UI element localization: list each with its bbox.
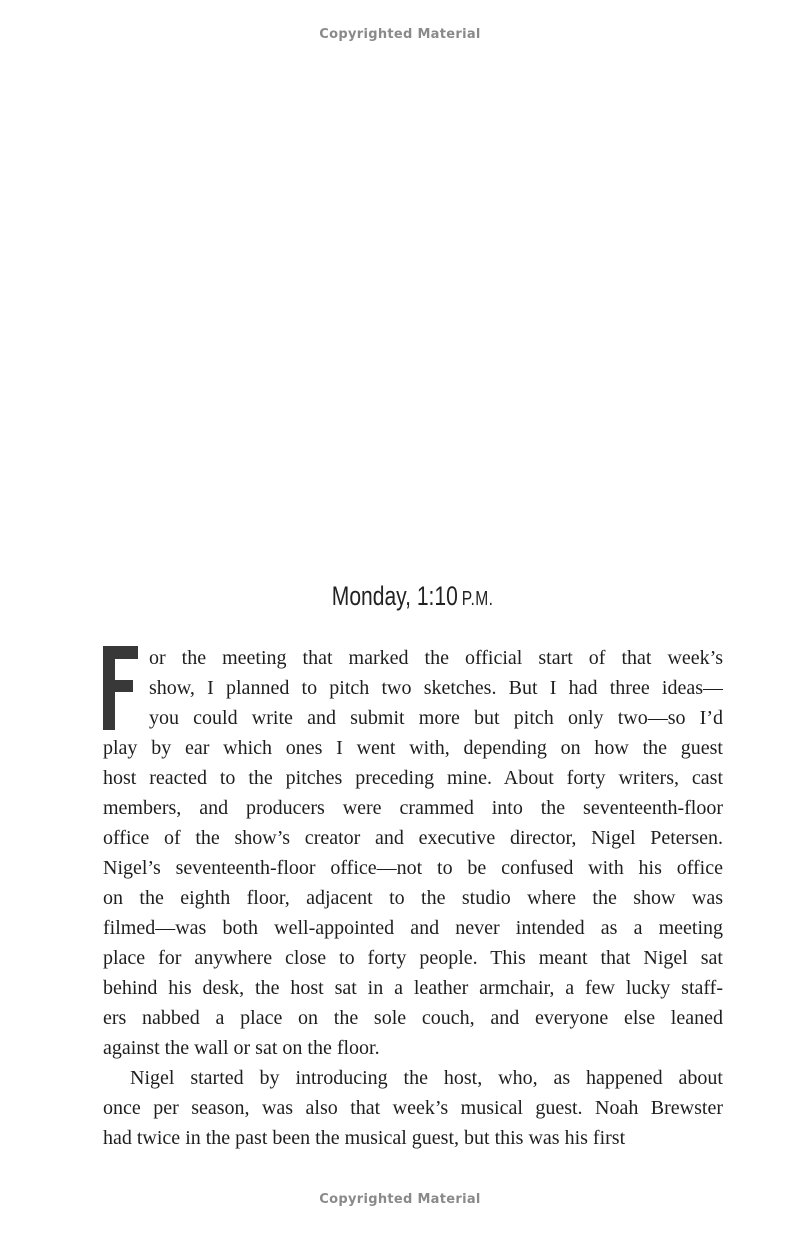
chapter-heading-time: Monday, 1:10	[332, 581, 459, 611]
copyright-notice-bottom: Copyrighted Material	[319, 1192, 481, 1207]
text-line: ers nabbed a place on the sole couch, and everyone else leaned	[103, 1007, 723, 1029]
text-line: had twice in the past been the musical guest, but this was his first	[103, 1127, 626, 1149]
text-line: play by ear which ones I went with, depending on how the guest	[103, 737, 723, 759]
text-line: you could write and submit more but pitch only two—so I’d	[149, 707, 723, 729]
text-line: members, and producers were crammed into the seventeenth-floor	[103, 797, 723, 819]
text-line: Nigel started by introducing the host, who, as happened about	[130, 1067, 723, 1089]
chapter-heading-meridiem: P.M.	[462, 588, 494, 610]
chapter-heading	[332, 581, 494, 612]
text-line: Nigel’s seventeenth-floor office—not to be confused with his office	[103, 857, 723, 879]
drop-cap-letter	[103, 730, 104, 731]
text-line: or the meeting that marked the official start of that week’s	[149, 647, 723, 669]
text-line: host reacted to the pitches preceding mine. About forty writers, cast	[103, 767, 723, 789]
chapter-heading-row	[103, 581, 723, 612]
text-line: office of the show’s creator and executive director, Nigel Petersen.	[103, 827, 723, 849]
text-line: show, I planned to pitch two sketches. But I had three ideas—	[149, 677, 723, 699]
body-text-column	[103, 643, 723, 1153]
text-line: on the eighth floor, adjacent to the studio where the show was	[103, 887, 723, 909]
text-line: place for anywhere close to forty people. This meant that Nigel sat	[103, 947, 723, 969]
text-line: once per season, was also that week’s musical guest. Noah Brewster	[103, 1097, 723, 1119]
text-line: against the wall or sat on the floor.	[103, 1037, 380, 1059]
drop-cap	[103, 646, 149, 732]
text-line: filmed—was both well-appointed and never intended as a meeting	[103, 917, 723, 939]
text-line: behind his desk, the host sat in a leather armchair, a few lucky staff-	[103, 977, 723, 999]
copyright-notice-top: Copyrighted Material	[319, 27, 481, 42]
drop-cap-glyph	[103, 646, 138, 730]
